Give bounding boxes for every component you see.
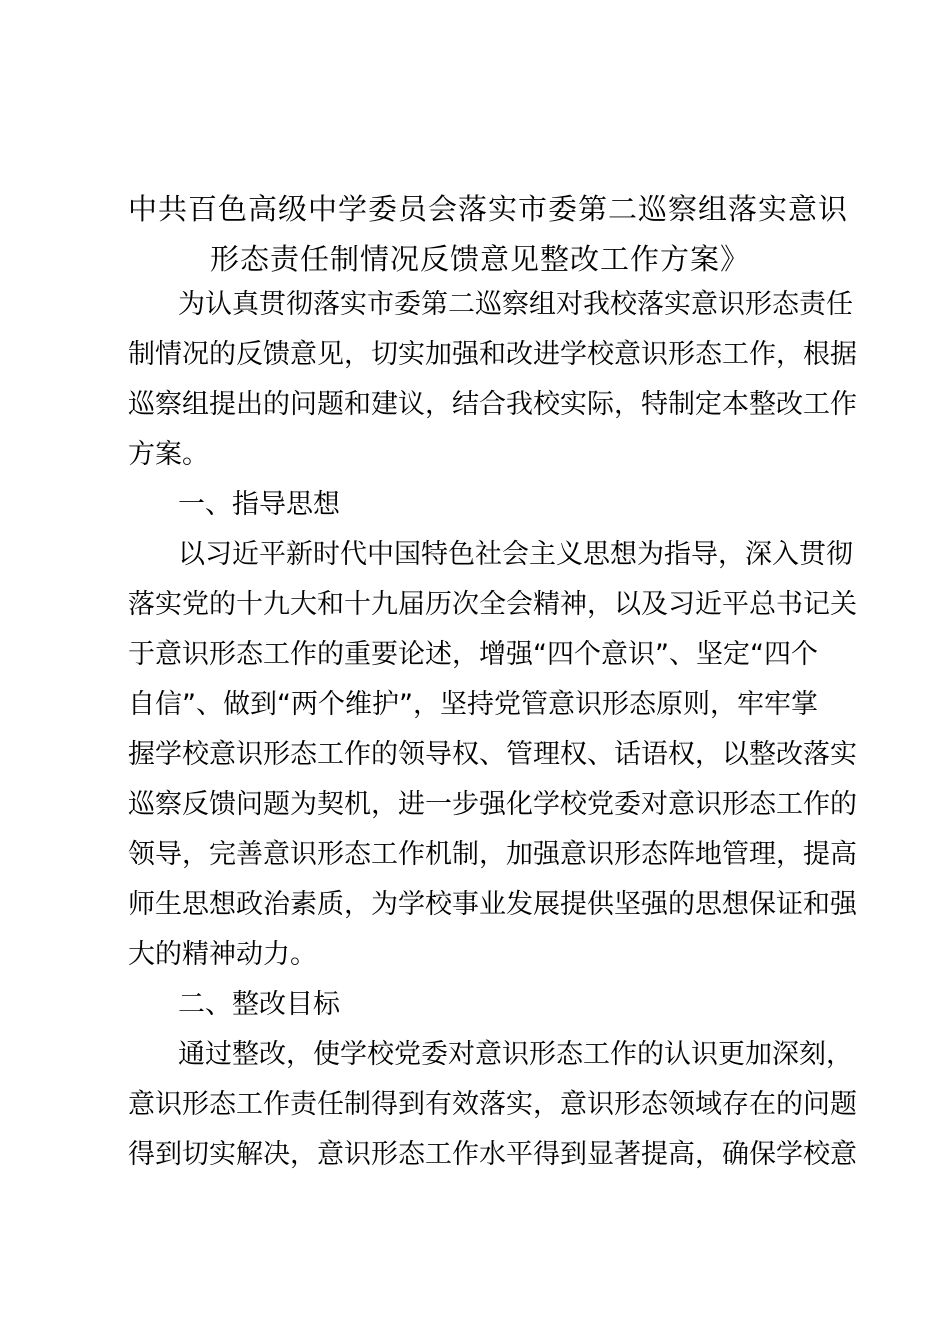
section-2-line-2: 意识形态工作责任制得到有效落实，意识形态领域存在的问题: [128, 1089, 857, 1120]
section-1-line-6: 巡察反馈问题为契机，进一步强化学校党委对意识形态工作的: [128, 789, 857, 820]
section-1-line-4: 自信”、做到“两个维护”，坚持党管意识形态原则，牢牢掌: [128, 689, 818, 720]
intro-line-2: 制情况的反馈意见，切实加强和改进学校意识形态工作，根据: [128, 339, 857, 370]
section-1-line-1: 以习近平新时代中国特色社会主义思想为指导，深入贯彻: [178, 539, 853, 570]
section-2-line-3: 得到切实解决，意识形态工作水平得到显著提高，确保学校意: [128, 1139, 857, 1170]
intro-line-1: 为认真贯彻落实市委第二巡察组对我校落实意识形态责任: [178, 289, 853, 320]
section-2-heading: 二、整改目标: [178, 989, 340, 1020]
document-title-line-1: 中共百色高级中学委员会落实市委第二巡察组落实意识: [128, 192, 849, 226]
section-1-line-9: 大的精神动力。: [128, 939, 317, 970]
section-1-line-8: 师生思想政治素质，为学校事业发展提供坚强的思想保证和强: [128, 889, 857, 920]
intro-line-3: 巡察组提出的问题和建议，结合我校实际，特制定本整改工作: [128, 389, 857, 420]
section-1-heading: 一、指导思想: [178, 489, 340, 520]
intro-line-4: 方案。: [128, 439, 209, 470]
section-1-line-3: 于意识形态工作的重要论述，增强“四个意识”、坚定“四个: [128, 639, 818, 670]
section-2-line-1: 通过整改，使学校党委对意识形态工作的认识更加深刻，: [178, 1039, 853, 1070]
section-1-line-7: 领导，完善意识形态工作机制，加强意识形态阵地管理，提高: [128, 839, 857, 870]
section-1-line-5: 握学校意识形态工作的领导权、管理权、话语权，以整改落实: [128, 739, 857, 770]
document-title-line-2: 形态责任制情况反馈意见整改工作方案》: [209, 242, 750, 276]
section-1-line-2: 落实党的十九大和十九届历次全会精神，以及习近平总书记关: [128, 589, 857, 620]
